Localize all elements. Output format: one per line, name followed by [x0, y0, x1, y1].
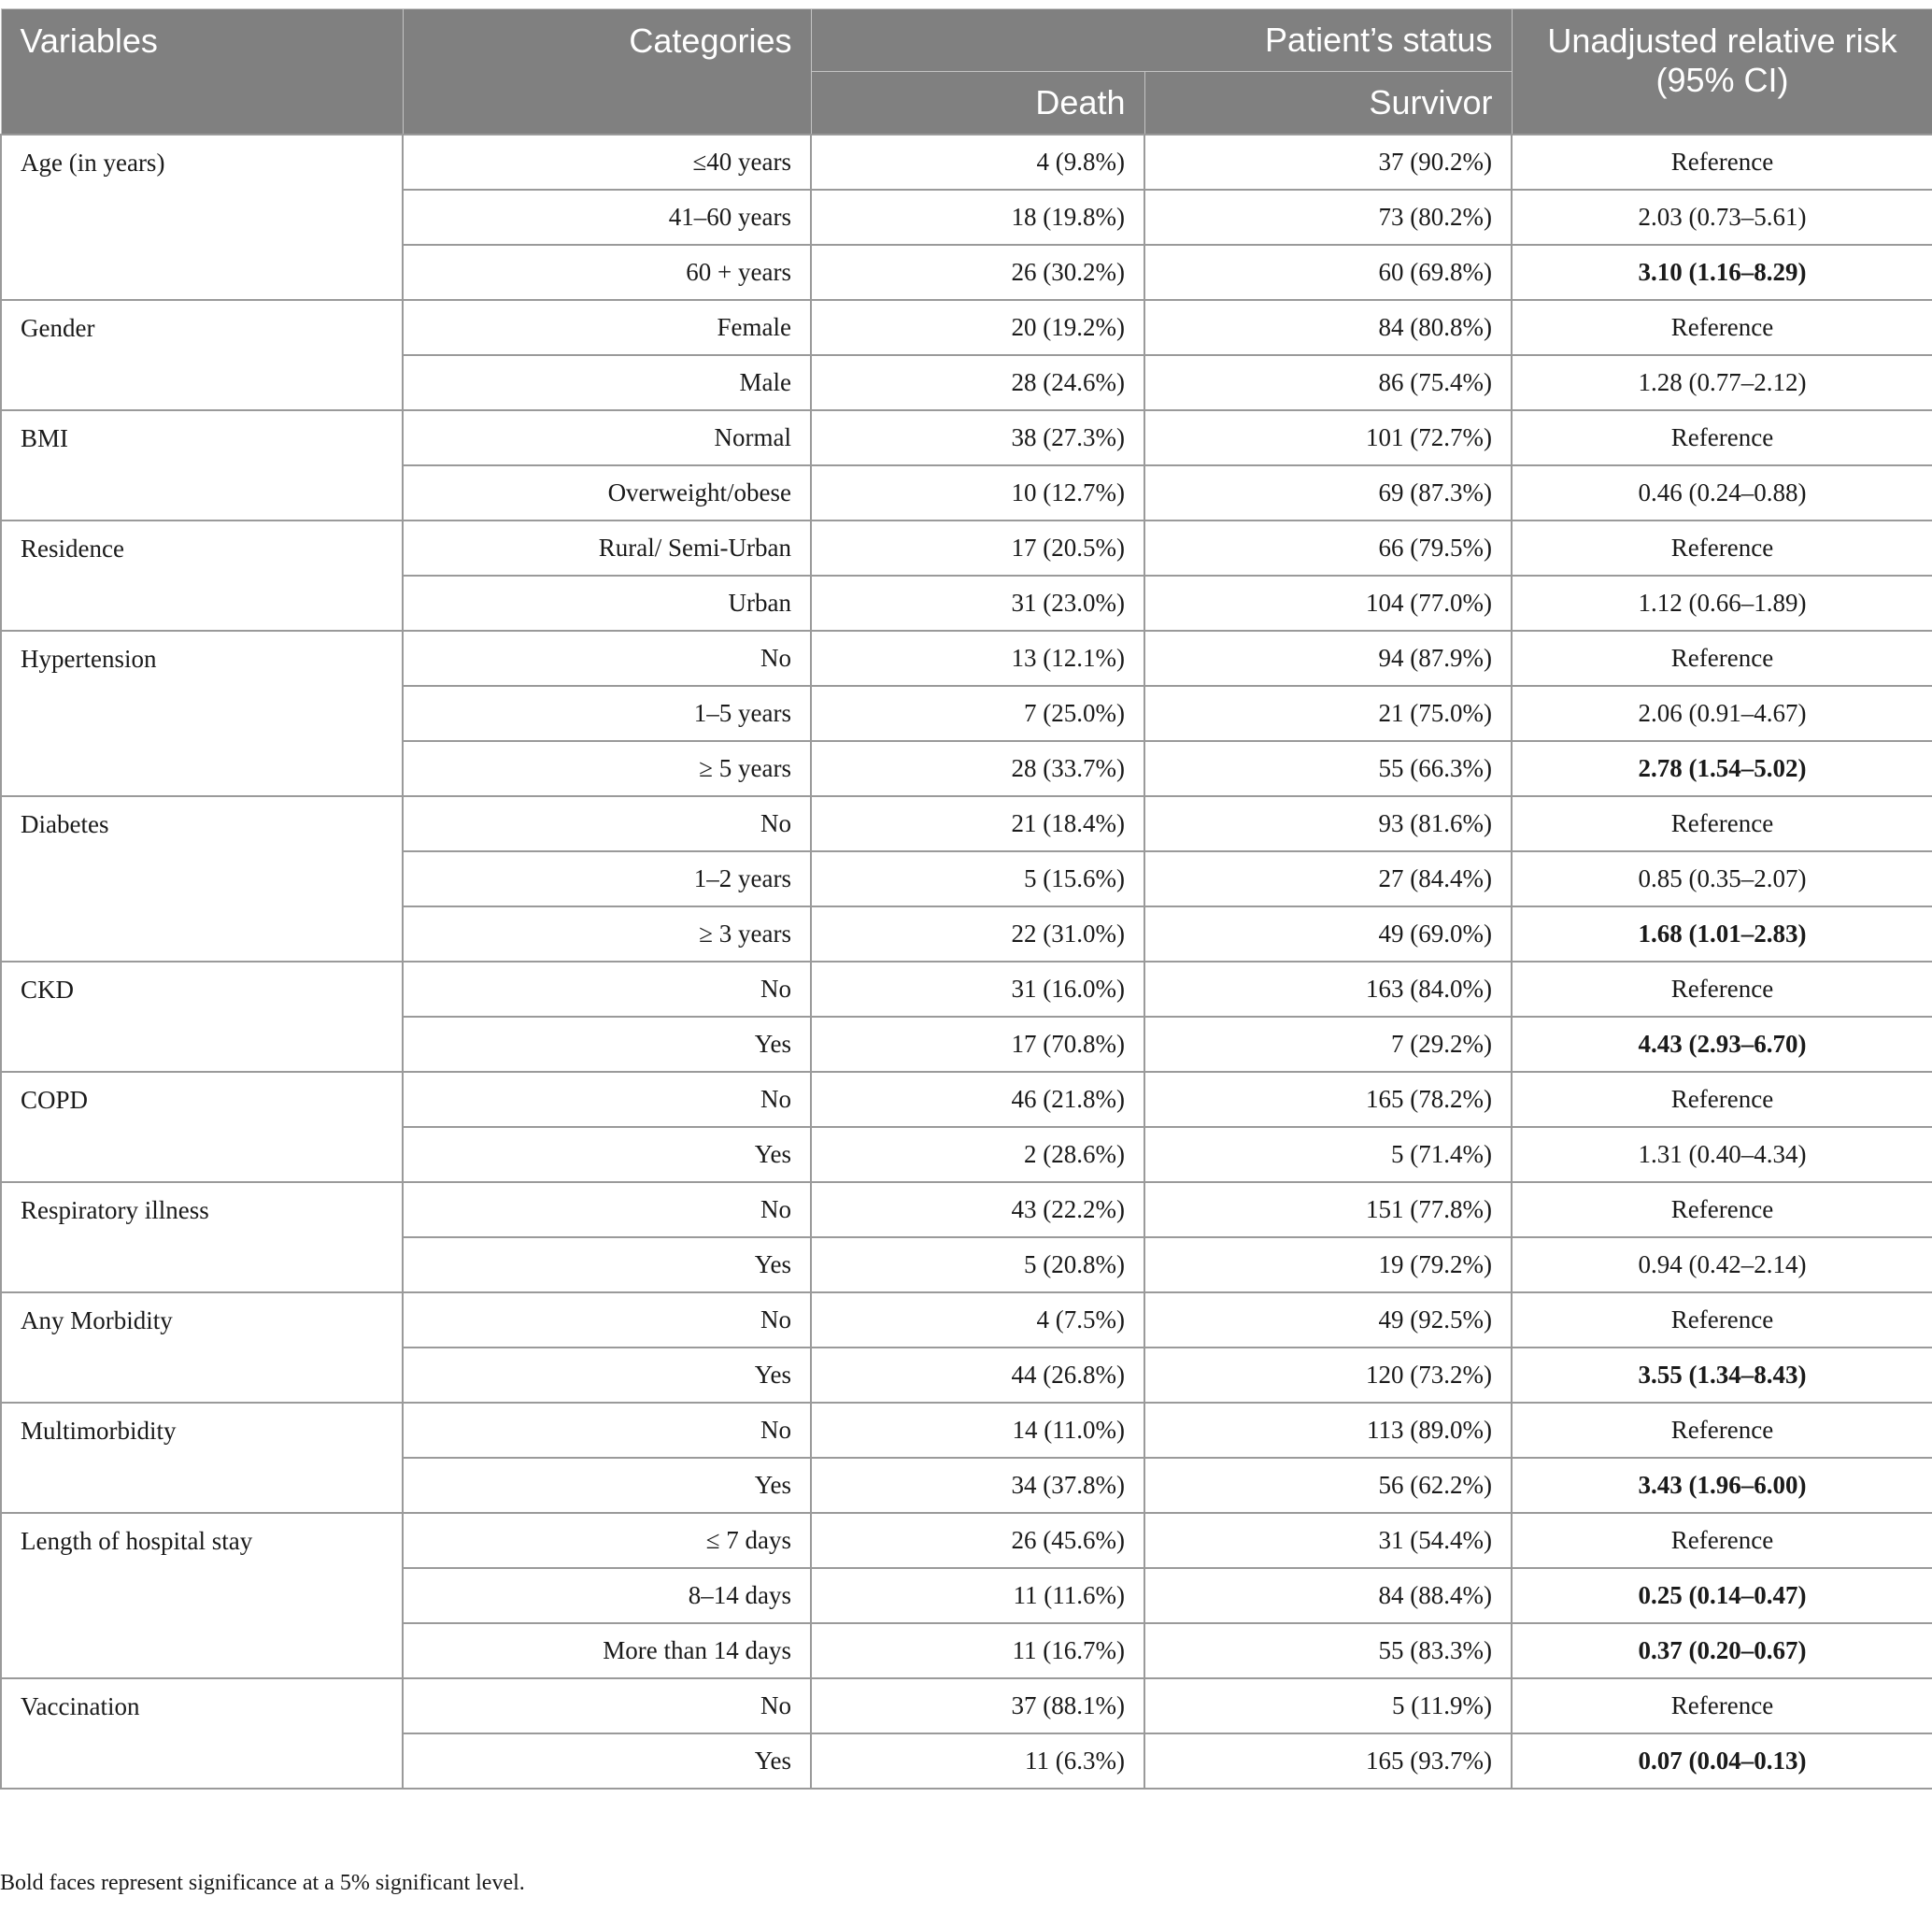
survivor-cell: 27 (84.4%) — [1144, 851, 1512, 906]
relative-risk-cell: 1.12 (0.66–1.89) — [1512, 576, 1932, 631]
relative-risk-cell: Reference — [1512, 1403, 1932, 1458]
table-row — [1, 1403, 1932, 1458]
death-cell: 31 (23.0%) — [811, 576, 1144, 631]
survivor-cell: 49 (69.0%) — [1144, 906, 1512, 962]
table-row — [1, 1072, 1932, 1127]
relative-risk-cell: 2.06 (0.91–4.67) — [1512, 686, 1932, 741]
table-row — [1, 1292, 1932, 1348]
header-relative-risk — [1512, 9, 1932, 135]
relative-risk-cell: 1.68 (1.01–2.83) — [1512, 906, 1932, 962]
category-cell: Yes — [403, 1733, 811, 1789]
survivor-cell: 101 (72.7%) — [1144, 410, 1512, 465]
death-cell: 17 (70.8%) — [811, 1017, 1144, 1072]
category-cell: No — [403, 1403, 811, 1458]
table-row — [1, 410, 1932, 465]
table-row — [1, 1513, 1932, 1568]
survivor-cell: 21 (75.0%) — [1144, 686, 1512, 741]
death-cell: 46 (21.8%) — [811, 1072, 1144, 1127]
table-row — [1, 962, 1932, 1017]
relative-risk-cell: 3.55 (1.34–8.43) — [1512, 1348, 1932, 1403]
relative-risk-cell: Reference — [1512, 1678, 1932, 1733]
relative-risk-cell: Reference — [1512, 796, 1932, 851]
death-cell: 22 (31.0%) — [811, 906, 1144, 962]
header-categories: Categories — [403, 9, 811, 135]
relative-risk-cell: 2.78 (1.54–5.02) — [1512, 741, 1932, 796]
variable-cell: Respiratory illness — [1, 1182, 403, 1292]
survivor-cell: 69 (87.3%) — [1144, 465, 1512, 521]
death-cell: 17 (20.5%) — [811, 521, 1144, 576]
variable-cell: Length of hospital stay — [1, 1513, 403, 1678]
death-cell: 14 (11.0%) — [811, 1403, 1144, 1458]
table-row — [1, 1678, 1932, 1733]
survivor-cell: 94 (87.9%) — [1144, 631, 1512, 686]
variable-cell: Hypertension — [1, 631, 403, 796]
variable-cell: COPD — [1, 1072, 403, 1182]
survivor-cell: 104 (77.0%) — [1144, 576, 1512, 631]
survivor-cell: 5 (71.4%) — [1144, 1127, 1512, 1182]
header-variables: Variables — [1, 9, 403, 135]
survivor-cell: 19 (79.2%) — [1144, 1237, 1512, 1292]
death-cell: 5 (20.8%) — [811, 1237, 1144, 1292]
category-cell: 1–5 years — [403, 686, 811, 741]
category-cell: No — [403, 962, 811, 1017]
survivor-cell: 73 (80.2%) — [1144, 190, 1512, 245]
death-cell: 11 (6.3%) — [811, 1733, 1144, 1789]
survivor-cell: 60 (69.8%) — [1144, 245, 1512, 300]
relative-risk-cell: 1.28 (0.77–2.12) — [1512, 355, 1932, 410]
variable-cell: BMI — [1, 410, 403, 521]
category-cell: Normal — [403, 410, 811, 465]
survivor-cell: 55 (83.3%) — [1144, 1623, 1512, 1678]
table-footnote: Bold faces represent significance at a 5% significant level. — [0, 1871, 525, 1895]
category-cell: Yes — [403, 1017, 811, 1072]
death-cell: 20 (19.2%) — [811, 300, 1144, 355]
header-relative-risk-line2: (95% CI) — [1655, 61, 1789, 99]
relative-risk-cell: Reference — [1512, 1072, 1932, 1127]
results-table — [0, 8, 1932, 1790]
survivor-cell: 49 (92.5%) — [1144, 1292, 1512, 1348]
death-cell: 4 (9.8%) — [811, 135, 1144, 190]
survivor-cell: 5 (11.9%) — [1144, 1678, 1512, 1733]
header-survivor: Survivor — [1144, 72, 1512, 135]
survivor-cell: 84 (80.8%) — [1144, 300, 1512, 355]
variable-cell: Age (in years) — [1, 135, 403, 300]
category-cell: 1–2 years — [403, 851, 811, 906]
relative-risk-cell: 0.94 (0.42–2.14) — [1512, 1237, 1932, 1292]
survivor-cell: 163 (84.0%) — [1144, 962, 1512, 1017]
survivor-cell: 93 (81.6%) — [1144, 796, 1512, 851]
relative-risk-cell: 0.07 (0.04–0.13) — [1512, 1733, 1932, 1789]
category-cell: Yes — [403, 1348, 811, 1403]
death-cell: 26 (45.6%) — [811, 1513, 1144, 1568]
survivor-cell: 84 (88.4%) — [1144, 1568, 1512, 1623]
relative-risk-cell: 0.85 (0.35–2.07) — [1512, 851, 1932, 906]
death-cell: 4 (7.5%) — [811, 1292, 1144, 1348]
relative-risk-cell: Reference — [1512, 1182, 1932, 1237]
survivor-cell: 37 (90.2%) — [1144, 135, 1512, 190]
category-cell: No — [403, 1292, 811, 1348]
category-cell: 8–14 days — [403, 1568, 811, 1623]
table-row — [1, 521, 1932, 576]
survivor-cell: 31 (54.4%) — [1144, 1513, 1512, 1568]
death-cell: 11 (16.7%) — [811, 1623, 1144, 1678]
death-cell: 28 (24.6%) — [811, 355, 1144, 410]
death-cell: 5 (15.6%) — [811, 851, 1144, 906]
death-cell: 10 (12.7%) — [811, 465, 1144, 521]
category-cell: Overweight/obese — [403, 465, 811, 521]
category-cell: Yes — [403, 1127, 811, 1182]
category-cell: ≤40 years — [403, 135, 811, 190]
relative-risk-cell: 0.37 (0.20–0.67) — [1512, 1623, 1932, 1678]
survivor-cell: 66 (79.5%) — [1144, 521, 1512, 576]
variable-cell: Diabetes — [1, 796, 403, 962]
variable-cell: Residence — [1, 521, 403, 631]
survivor-cell: 151 (77.8%) — [1144, 1182, 1512, 1237]
category-cell: 41–60 years — [403, 190, 811, 245]
header-death: Death — [811, 72, 1144, 135]
death-cell: 18 (19.8%) — [811, 190, 1144, 245]
death-cell: 43 (22.2%) — [811, 1182, 1144, 1237]
category-cell: Yes — [403, 1458, 811, 1513]
relative-risk-cell: 4.43 (2.93–6.70) — [1512, 1017, 1932, 1072]
death-cell: 38 (27.3%) — [811, 410, 1144, 465]
relative-risk-cell: Reference — [1512, 135, 1932, 190]
relative-risk-cell: 1.31 (0.40–4.34) — [1512, 1127, 1932, 1182]
category-cell: No — [403, 1678, 811, 1733]
variable-cell: Vaccination — [1, 1678, 403, 1789]
category-cell: ≥ 5 years — [403, 741, 811, 796]
survivor-cell: 56 (62.2%) — [1144, 1458, 1512, 1513]
survivor-cell: 55 (66.3%) — [1144, 741, 1512, 796]
relative-risk-cell: 0.46 (0.24–0.88) — [1512, 465, 1932, 521]
survivor-cell: 165 (78.2%) — [1144, 1072, 1512, 1127]
death-cell: 13 (12.1%) — [811, 631, 1144, 686]
relative-risk-cell: Reference — [1512, 410, 1932, 465]
table-body — [1, 135, 1932, 1789]
header-relative-risk-line1: Unadjusted relative risk — [1547, 21, 1897, 60]
table-row — [1, 300, 1932, 355]
variable-cell: Gender — [1, 300, 403, 410]
death-cell: 28 (33.7%) — [811, 741, 1144, 796]
relative-risk-cell: Reference — [1512, 521, 1932, 576]
death-cell: 37 (88.1%) — [811, 1678, 1144, 1733]
variable-cell: Multimorbidity — [1, 1403, 403, 1513]
relative-risk-cell: Reference — [1512, 631, 1932, 686]
table-row — [1, 135, 1932, 190]
death-cell: 7 (25.0%) — [811, 686, 1144, 741]
category-cell: Male — [403, 355, 811, 410]
relative-risk-cell: 3.10 (1.16–8.29) — [1512, 245, 1932, 300]
category-cell: Urban — [403, 576, 811, 631]
survivor-cell: 7 (29.2%) — [1144, 1017, 1512, 1072]
category-cell: No — [403, 1072, 811, 1127]
relative-risk-cell: 2.03 (0.73–5.61) — [1512, 190, 1932, 245]
relative-risk-cell: Reference — [1512, 300, 1932, 355]
header-patient-status: Patient’s status — [811, 9, 1512, 72]
death-cell: 44 (26.8%) — [811, 1348, 1144, 1403]
death-cell: 26 (30.2%) — [811, 245, 1144, 300]
table-row — [1, 631, 1932, 686]
category-cell: ≤ 7 days — [403, 1513, 811, 1568]
death-cell: 11 (11.6%) — [811, 1568, 1144, 1623]
category-cell: ≥ 3 years — [403, 906, 811, 962]
category-cell: No — [403, 1182, 811, 1237]
survivor-cell: 165 (93.7%) — [1144, 1733, 1512, 1789]
relative-risk-cell: 0.25 (0.14–0.47) — [1512, 1568, 1932, 1623]
relative-risk-cell: Reference — [1512, 1292, 1932, 1348]
table-row — [1, 1182, 1932, 1237]
category-cell: 60 + years — [403, 245, 811, 300]
category-cell: Female — [403, 300, 811, 355]
survivor-cell: 113 (89.0%) — [1144, 1403, 1512, 1458]
category-cell: No — [403, 631, 811, 686]
relative-risk-cell: Reference — [1512, 962, 1932, 1017]
survivor-cell: 86 (75.4%) — [1144, 355, 1512, 410]
survivor-cell: 120 (73.2%) — [1144, 1348, 1512, 1403]
death-cell: 34 (37.8%) — [811, 1458, 1144, 1513]
category-cell: Rural/ Semi-Urban — [403, 521, 811, 576]
death-cell: 31 (16.0%) — [811, 962, 1144, 1017]
death-cell: 2 (28.6%) — [811, 1127, 1144, 1182]
relative-risk-cell: 3.43 (1.96–6.00) — [1512, 1458, 1932, 1513]
death-cell: 21 (18.4%) — [811, 796, 1144, 851]
category-cell: More than 14 days — [403, 1623, 811, 1678]
table-row — [1, 796, 1932, 851]
category-cell: Yes — [403, 1237, 811, 1292]
variable-cell: CKD — [1, 962, 403, 1072]
relative-risk-cell: Reference — [1512, 1513, 1932, 1568]
table-header — [1, 9, 1932, 135]
category-cell: No — [403, 796, 811, 851]
variable-cell: Any Morbidity — [1, 1292, 403, 1403]
